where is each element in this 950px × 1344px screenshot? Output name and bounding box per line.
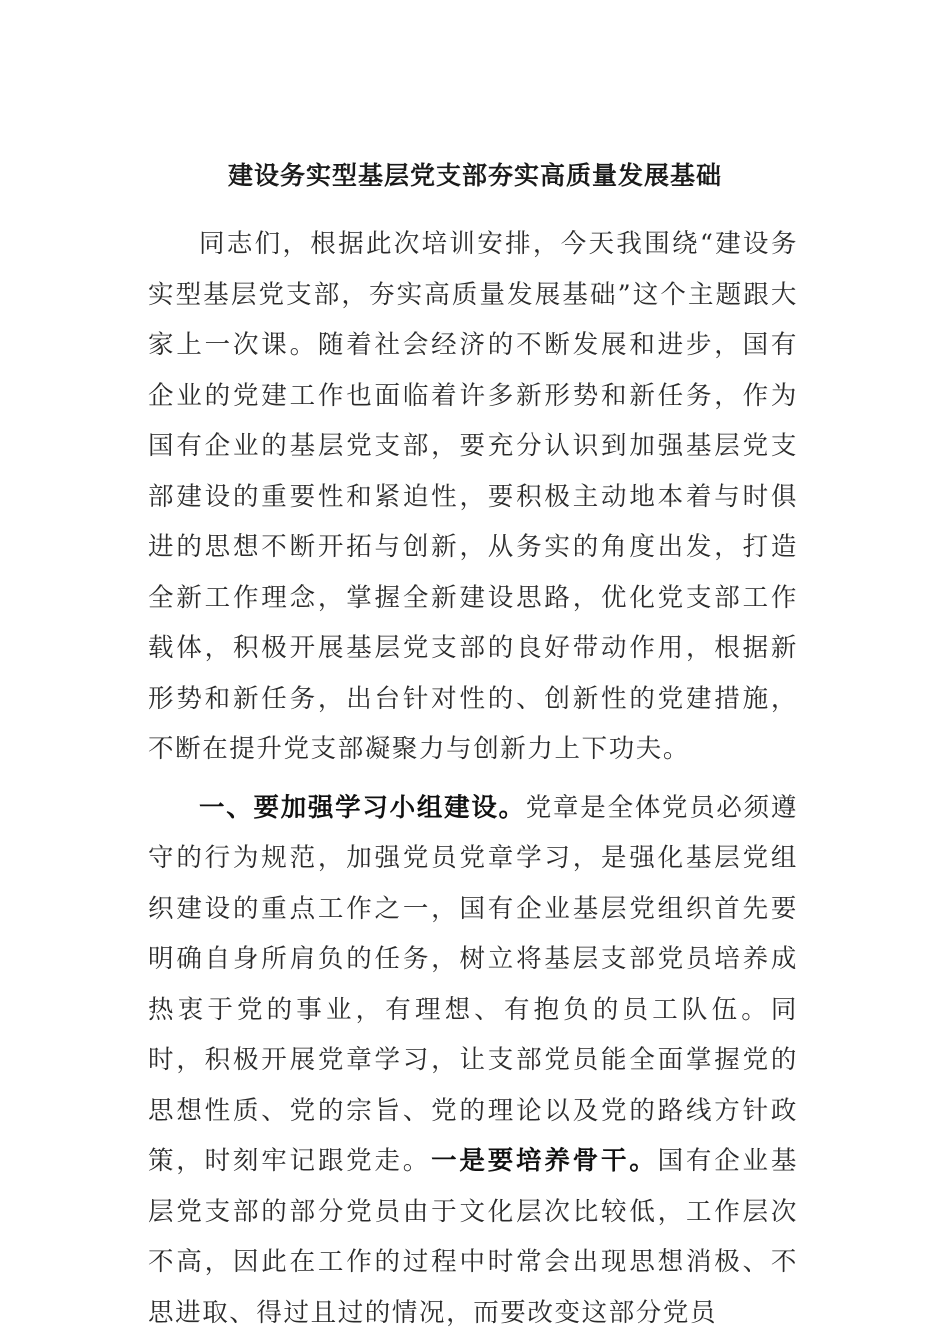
subsection-text: 国有企业基层党支部的部分党员由于文化层次比较低，工作层次不高，因此在工作的过程中时常会出现思想消极、不思进取、得过且过的情况，而要改变这部分党员 bbox=[148, 1146, 798, 1328]
subsection-heading: 一是要培养骨干。 bbox=[431, 1146, 658, 1176]
intro-paragraph: 同志们，根据此次培训安排，今天我围绕“建设务实型基层党支部，夯实高质量发展基础”这个主题跟大家上一次课。随着社会经济的不断发展和进步，国有企业的党建工作也面临着许多新形势和新任务，作为国有企业的基层党支部，要充分认识到加强基层党支部建设的重要性和紧迫性，要积极主动地本着与时俱进的思想不断开拓与创新，从务实的角度出发，打造全新工作理念，掌握全新建设思路，优化党支部工作载体，积极开展基层党支部的良好带动作用，根据新形势和新任务，出台针对性的、创新性的党建措施，不断在提升党支部凝聚力与创新力上下功夫。 bbox=[148, 229, 799, 764]
document-body bbox=[148, 219, 798, 1338]
document-title: 建设务实型基层党支部夯实高质量发展基础 bbox=[227, 161, 722, 190]
section-heading: 一、要加强学习小组建设。 bbox=[199, 792, 526, 823]
section-text: 党章是全体党员必须遵守的行为规范，加强党员党章学习，是强化基层党组织建设的重点工作之一，国有企业基层党组织首先要明确自身所肩负的任务，树立将基层支部党员培养成热衷于党的事业，有理想、有抱负的员工队伍。同时，积极开展党章学习，让支部党员能全面掌握党的思想性质、党的宗旨、党的理论以及党的路线方针政策，时刻牢记跟党走。 bbox=[148, 792, 798, 1176]
section-one-paragraph bbox=[148, 783, 798, 1339]
